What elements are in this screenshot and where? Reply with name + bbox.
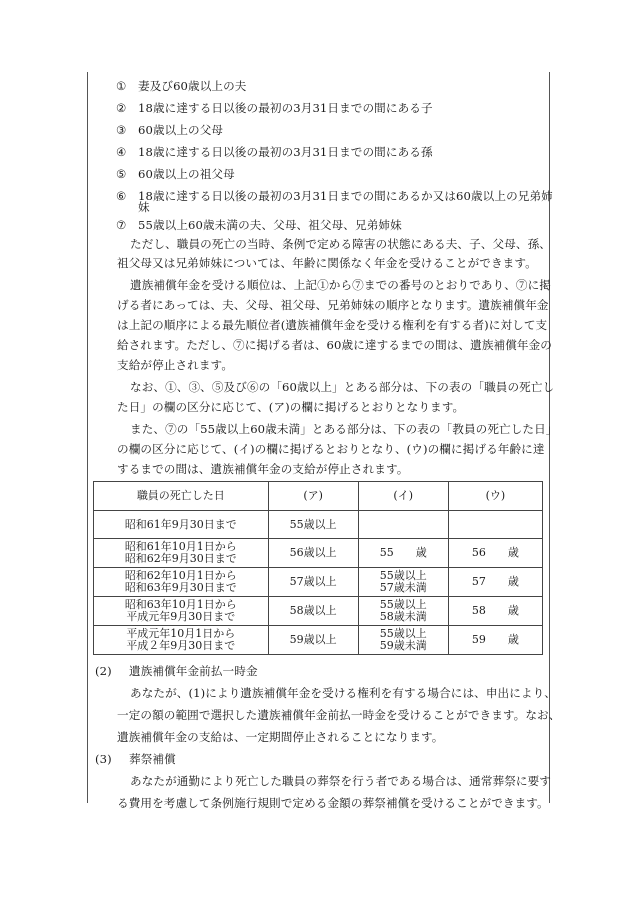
list-item: [116, 218, 402, 232]
table-cell-u: 56 歳: [448, 539, 542, 568]
section-number: (3): [95, 752, 112, 766]
table-cell-date: 昭和63年10月1日から 平成元年9月30日まで: [94, 597, 269, 626]
table-row: [94, 511, 543, 539]
paragraph-line: た日」の欄の区分に応じて、(ア)の欄に掲げるとおりとなります。: [117, 400, 465, 414]
table-cell-date: 昭和61年9月30日まで: [94, 511, 269, 539]
paragraph-line: なお、①、③、⑤及び⑥の「60歳以上」とある部分は、下の表の「職員の死亡し: [130, 380, 555, 394]
paragraph-line: 給されます。ただし、⑦に掲げる者は、60歳に達するまでの間は、遺族補償年金の: [117, 338, 553, 352]
table-cell-i: 55歳以上 57歳未満: [358, 568, 448, 597]
section-heading: [95, 664, 258, 678]
list-text: 55歳以上60歳未満の夫、父母、祖父母、兄弟姉妹: [138, 218, 402, 232]
section-heading: [95, 752, 176, 766]
list-item: [116, 167, 235, 181]
list-item: [116, 79, 247, 93]
list-text: 18歳に達する日以後の最初の3月31日までの間にあるか又は60歳以上の兄弟姉: [138, 189, 553, 203]
list-text: 60歳以上の父母: [138, 123, 224, 137]
list-text: 18歳に達する日以後の最初の3月31日までの間にある孫: [138, 145, 433, 159]
list-number: ⑤: [116, 167, 127, 181]
table-header: (イ): [358, 482, 448, 511]
table-row: [94, 568, 543, 597]
table-cell-date: 昭和61年10月1日から 昭和62年9月30日まで: [94, 539, 269, 568]
table-cell-a: 57歳以上: [268, 568, 358, 597]
table-cell-u: 57 歳: [448, 568, 542, 597]
list-item-continuation: 妹: [138, 200, 150, 214]
table-cell-a: 56歳以上: [268, 539, 358, 568]
paragraph-line: 遺族補償年金を受ける順位は、上記①から⑦までの番号のとおりであり、⑦に掲: [130, 278, 551, 292]
table-cell-u: 59 歳: [448, 626, 542, 655]
list-number: ⑥: [116, 189, 127, 203]
table-cell-i: 55歳以上 58歳未満: [358, 597, 448, 626]
table-header: (ウ): [448, 482, 542, 511]
list-item: [116, 145, 433, 159]
section-number: (2): [95, 664, 112, 678]
paragraph-line: また、⑦の「55歳以上60歳未満」とある部分は、下の表の「教員の死亡した日」: [130, 422, 558, 436]
section-title: 遺族補償年金前払一時金: [129, 664, 258, 678]
paragraph-line: 遺族補償年金の支給は、一定期間停止されることになります。: [117, 730, 444, 744]
paragraph-line: あなたが、(1)により遺族補償年金を受ける権利を有する場合には、申出により、: [130, 686, 557, 700]
paragraph-line: あなたが通勤により死亡した職員の葬祭を行う者である場合は、通常葬祭に要す: [130, 774, 551, 788]
list-text: 妻及び60歳以上の夫: [138, 79, 247, 93]
list-number: ②: [116, 101, 127, 115]
table-header: 職員の死亡した日: [94, 482, 269, 511]
paragraph-line: 一定の額の範囲で選択した遺族補償年金前払一時金を受けることができます。なお、: [117, 708, 561, 722]
list-number: ③: [116, 123, 127, 137]
table-row: [94, 539, 543, 568]
list-text: 18歳に達する日以後の最初の3月31日までの間にある子: [138, 101, 433, 115]
section-title: 葬祭補償: [129, 752, 176, 766]
table-cell-i: 55 歳: [358, 539, 448, 568]
list-number: ④: [116, 145, 127, 159]
list-number: ⑦: [116, 218, 127, 232]
list-item: [116, 123, 223, 137]
table-cell-date: 昭和62年10月1日から 昭和63年9月30日まで: [94, 568, 269, 597]
paragraph-line: げる者にあっては、夫、父母、祖父母、兄弟姉妹の順序となります。遺族補償年金: [117, 298, 549, 312]
paragraph-line: の欄の区分に応じて、(イ)の欄に掲げるとおりとなり、(ウ)の欄に掲げる年齢に達: [117, 442, 545, 456]
table-cell-a: 59歳以上: [268, 626, 358, 655]
list-item: [116, 189, 553, 203]
paragraph-line: 支給が停止されます。: [117, 358, 234, 372]
table-cell-a: 58歳以上: [268, 597, 358, 626]
list-text: 60歳以上の祖父母: [138, 167, 235, 181]
table-cell-i: 55歳以上 59歳未満: [358, 626, 448, 655]
table-row: [94, 626, 543, 655]
table-cell-u: [448, 511, 542, 539]
table-row: [94, 597, 543, 626]
left-border: [87, 72, 88, 803]
list-item: [116, 101, 433, 115]
table-cell-a: 55歳以上: [268, 511, 358, 539]
paragraph-line: は上記の順序による最先順位者(遺族補償年金を受ける権利を有する者)に対して支: [117, 318, 548, 332]
paragraph-line: するまでの間は、遺族補償年金の支給が停止されます。: [117, 462, 409, 476]
list-number: ①: [116, 79, 127, 93]
table-header-row: [94, 482, 543, 511]
age-table: [93, 481, 543, 655]
table-header: (ア): [268, 482, 358, 511]
table-cell-i: [358, 511, 448, 539]
paragraph-line: る費用を考慮して条例施行規則で定める金額の葬祭補償を受けることができます。: [117, 796, 549, 810]
table-cell-date: 平成元年10月1日から 平成２年9月30日まで: [94, 626, 269, 655]
paragraph-line: 祖父母又は兄弟姉妹については、年齢に関係なく年金を受けることができます。: [117, 256, 537, 270]
paragraph-line: ただし、職員の死亡の当時、条例で定める障害の状態にある夫、子、父母、孫、: [130, 237, 551, 251]
table-cell-u: 58 歳: [448, 597, 542, 626]
